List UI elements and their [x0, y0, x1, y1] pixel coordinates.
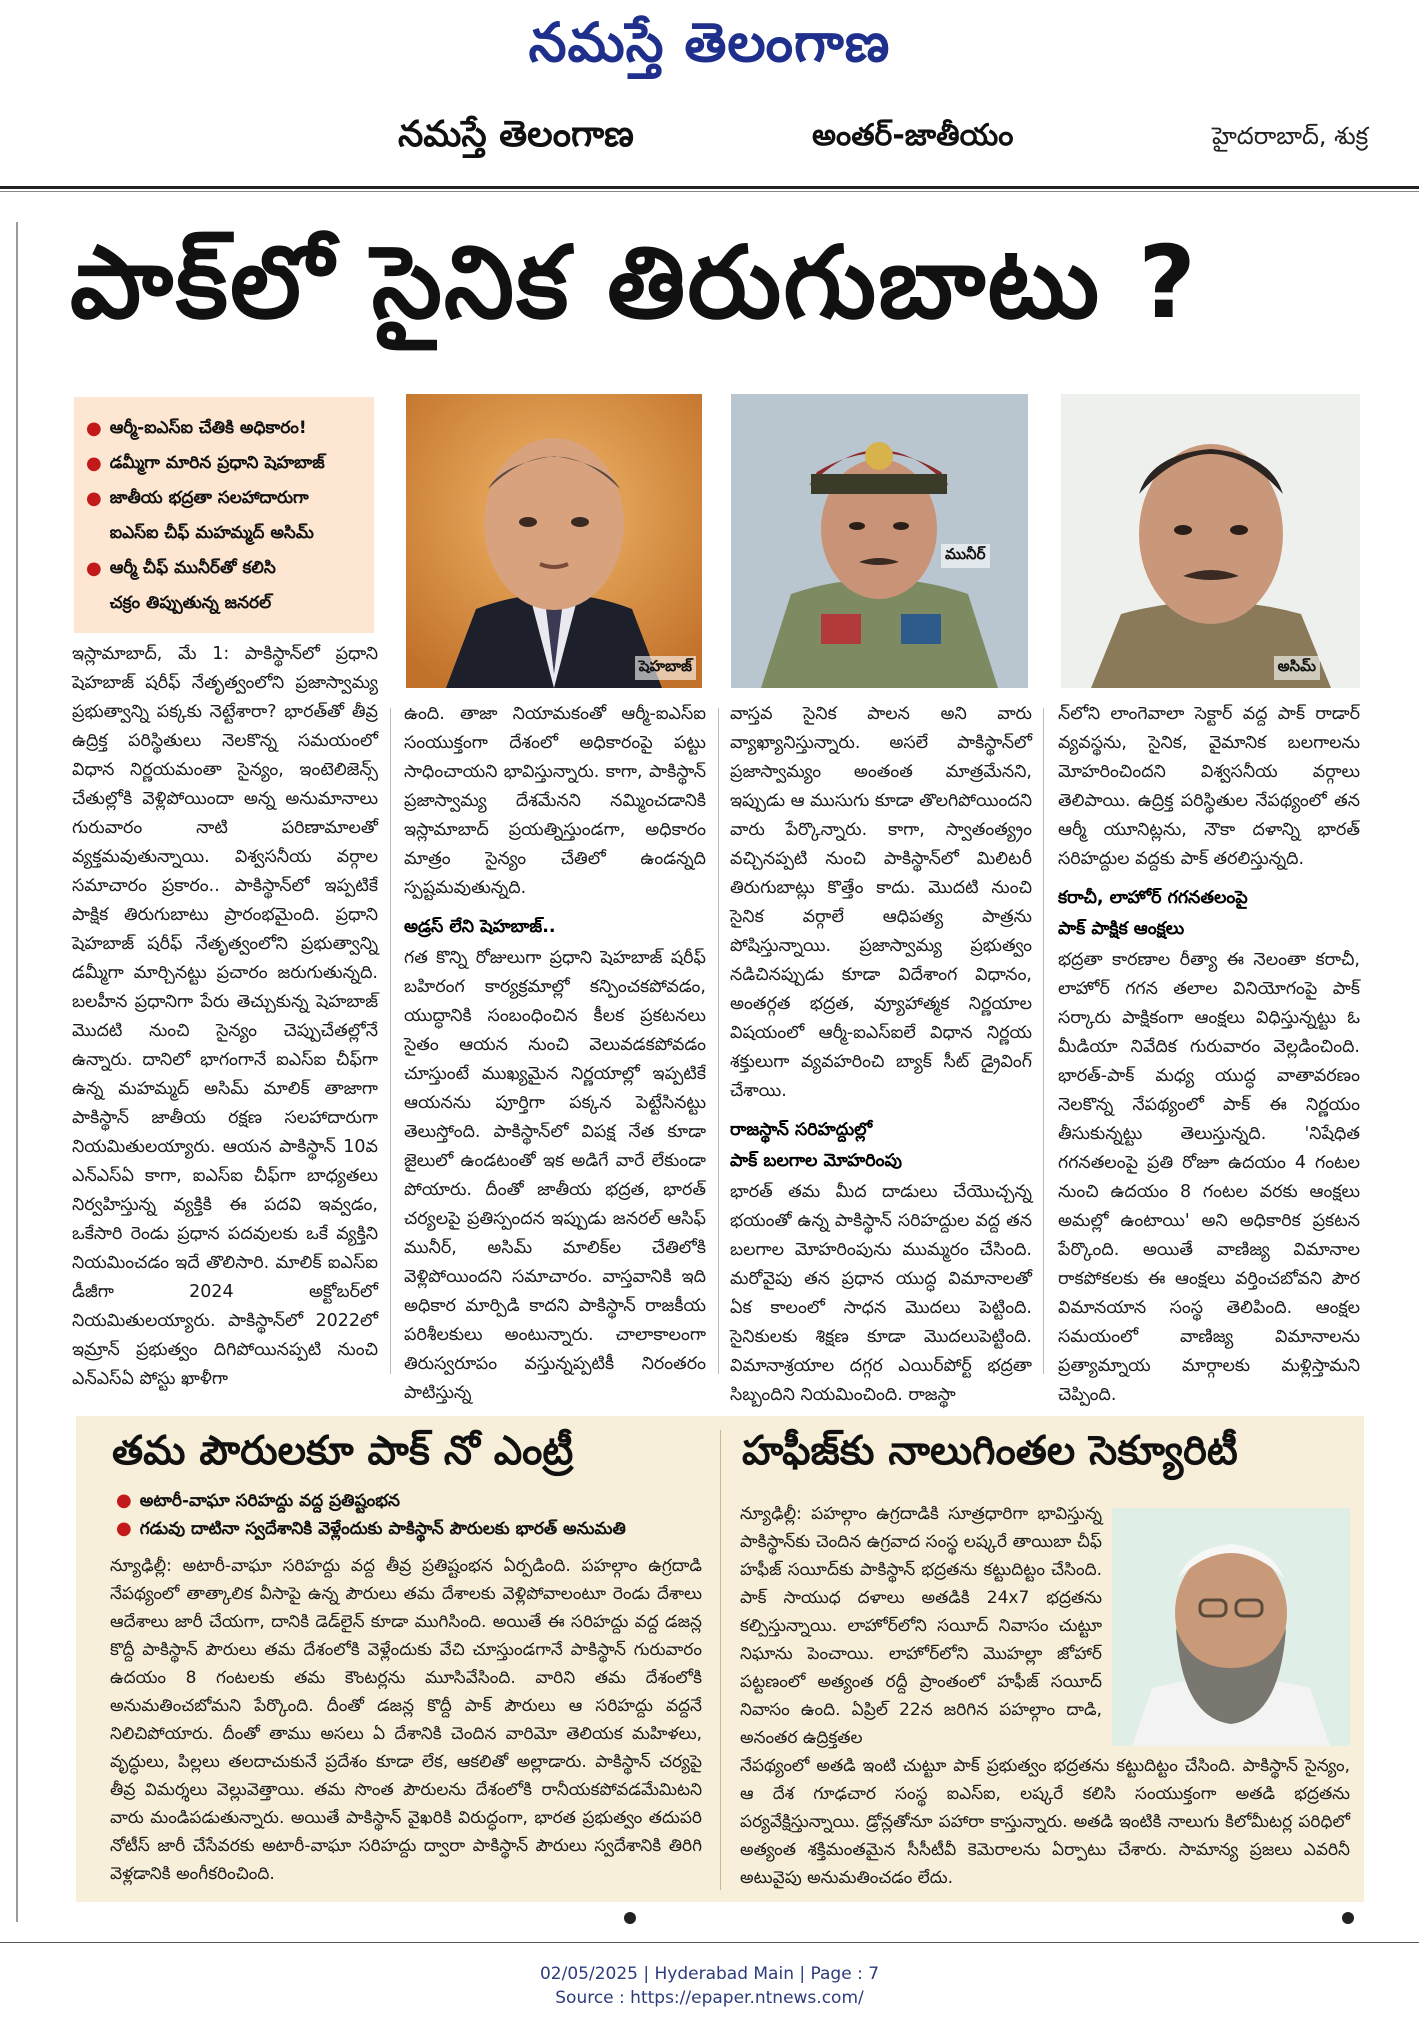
subheading: అడ్రస్ లేని షెహబాజ్.. — [404, 917, 556, 937]
article-column-4 — [1058, 700, 1360, 1420]
main-headline: పాక్‌లో సైనిక తిరుగుబాటు ? — [70, 224, 1198, 341]
bullet-icon: ● — [116, 1490, 132, 1511]
column-divider — [390, 708, 391, 1374]
article-paragraph: వాస్తవ సైనిక పాలన అని వారు వ్యాఖ్యానిస్తున్నారు. అసలే పాకిస్థాన్‌లో ప్రజాస్వామ్యం అంతంత మాత్రమేనని, ఇప్పుడు ఆ ముసుగు కూడా తొలగిపోయిందని వారు పేర్కొన్నారు. కాగా, స్వాతంత్య్రం వచ్చినప్పటి నుంచి పాకిస్థాన్‌లో మిలిటరీ తిరుగుబాట్లు కొత్తేం కాదు. మొదటి నుంచి సైనిక వర్గాలే ఆధిపత్య పాత్రను పోషిస్తున్నాయి. ప్రజాస్వామ్య ప్రభుత్వం నడిచినప్పుడు కూడా విదేశాంగ విధానం, అంతర్గత భద్రత, వ్యూహాత్మక నిర్ణయాల విషయంలో ఆర్మీ-ఐఎస్ఐలే విధాన నిర్ణయ శక్తులుగా వ్యవహరించి బ్యాక్ సీట్ డ్రైవింగ్ చేశాయి. — [730, 704, 1033, 1101]
portrait-asim-image — [1061, 394, 1360, 688]
decor-dot — [1342, 1912, 1354, 1924]
bullet-icon: ● — [86, 453, 102, 474]
subheading: కరాచీ, లాహోర్ గగనతలంపై — [1058, 888, 1248, 908]
photo-caption: మునీర్ — [941, 544, 990, 568]
article-paragraph: గత కొన్ని రోజులుగా ప్రధాని షెహబాజ్ షరీఫ్ బహిరంగ కార్యక్రమాల్లో కన్పించకపోవడం, యుద్ధానికి సంబంధించిన కీలక ప్రకటనలు సైతం ఆయన నుంచి వెలువడకపోవడం చూస్తుంటే ముఖ్యమైన నిర్ణయాల్లో ఇప్పటికే ఆయనను పూర్తిగా పక్కన పెట్టేసినట్టు తెలుస్తోంది. పాకిస్థాన్‌లో విపక్ష నేత కూడా జైలులో ఉండటంతో ఇక అడిగే వారే లేకుండా పోయారు. దీంతో జాతీయ భద్రత, భారత్ చర్యలపై ప్రతిస్పందన ఇప్పుడు జనరల్ ఆసిఫ్ మునీర్, అసిమ్ మాలిక్‌ల చేతిలోకి వెళ్లిపోయిందని సమాచారం. వాస్తవానికి ఇది అధికార మార్పిడి కాదని పాకిస్థాన్ రాజకీయ పరిశీలకులు అంటున్నారు. చాలాకాలంగా తిరుస్వరూపం వస్తున్నప్పటికీ నిరంతరం పాటిస్తున్న — [404, 948, 706, 1403]
story-2-bullet: ● గడువు దాటినా స్వదేశానికి వెళ్లేందుకు పాకిస్థాన్ పౌరులకు భారత్ అనుమతి — [116, 1518, 626, 1539]
photo-caption: షెహబాజ్ — [635, 656, 696, 680]
footer-source-link[interactable]: Source : https://epaper.ntnews.com/ — [555, 1988, 864, 2008]
article-paragraph: న్‌లోని లాంగెవాలా సెక్టార్ వద్ద పాక్ రాడార్ వ్యవస్థను, సైనిక, వైమానిక బలగాలను మోహరించిందని విశ్వసనీయ వర్గాలు తెలిపాయి. ఉద్రిక్త పరిస్థితుల నేపథ్యంలో తన ఆర్మీ యూనిట్లను, నౌకా దళాన్ని భారత్ సరిహద్దుల వద్దకు పాక్ తరలిస్తున్నది. — [1058, 704, 1360, 869]
footer-rule — [0, 1942, 1419, 1943]
subheading: పాక్ పాక్షిక ఆంక్షలు — [1058, 919, 1185, 939]
footer-edition-line: 02/05/2025 | Hyderabad Main | Page : 7 — [539, 1964, 880, 1984]
photo-caption: అసిమ్ — [1274, 656, 1320, 680]
column-divider — [1043, 708, 1044, 1374]
article-column-1 — [72, 640, 378, 1404]
brand-name: నమస్తే తెలంగాణ — [398, 114, 634, 155]
section-name: అంతర్-జాతీయం — [812, 118, 1014, 153]
decor-dot — [624, 1912, 636, 1924]
article-paragraph: భారత్ తమ మీద దాడులు చేయొచ్చన్న భయంతో ఉన్న పాకిస్థాన్ సరిహద్దుల వద్ద తన బలగాల మోహరింపును ముమ్మరం చేసింది. మరోవైపు తన ప్రధాన యుద్ధ విమానాలతో ఏక కాలంలో సాధన మొదలు పెట్టింది. సైనికులకు శిక్షణ కూడా మొదలుపెట్టింది. విమానాశ్రయాల దగ్గర ఎయిర్‌పోర్ట్ భద్రతా సిబ్బందిని నియమించింది. రాజస్థా — [730, 1182, 1032, 1405]
dateline: హైదరాబాద్, శుక్ర — [1212, 122, 1369, 150]
bullet-icon: ● — [86, 558, 102, 579]
article-paragraph: ఉంది. తాజా నియామకంతో ఆర్మీ-ఐఎస్ఐ సంయుక్తంగా దేశంలో అధికారంపై పట్టు సాధించాయని భావిస్తున్నారు. కాగా, పాకిస్థాన్ ప్రజాస్వామ్య దేశమేనని నమ్మించడానికి ఇస్లామాబాద్ ప్రయత్నిస్తుండగా, అధికారం మాత్రం సైన్యం చేతిలో ఉండన్నది స్పష్టమవుతున్నది. — [404, 704, 706, 898]
article-paragraph: భద్రతా కారణాల రీత్యా ఈ నెలంతా కరాచీ, లాహోర్ గగన తలాల వినియోగంపై పాక్ సర్కారు పాక్షికంగా ఆంక్షలు విధిస్తున్నట్టు ఓ మీడియా నివేదిక గురువారం వెల్లడించింది. భారత్-పాక్ మధ్య యుద్ధ వాతావరణం నెలకొన్న నేపథ్యంలో పాక్ ఈ నిర్ణయం తీసుకున్నట్టు తెలుస్తున్నది. 'నిషేధిత గగనతలంపై ప్రతి రోజూ ఉదయం 4 గంటల నుంచి ఉదయం 8 గంటల వరకు ఆంక్షలు అమల్లో ఉంటాయి' అని అధికారిక ప్రకటన పేర్కొంది. అయితే వాణిజ్య విమానాల రాకపోకలకు ఈ ఆంక్షలు వర్తించబోవని పౌర విమానయాన సంస్థ తెలిపింది. ఆంక్షల సమయంలో వాణిజ్య విమానాలను ప్రత్యామ్నాయ మార్గాలకు మళ్లిస్తామని చెప్పింది. — [1058, 950, 1360, 1405]
story-3-body-bottom: నేపథ్యంలో అతడి ఇంటి చుట్టూ పాక్ ప్రభుత్వం భద్రతను కట్టుదిట్టం చేసింది. పాకిస్థాన్ సైన్యం, ఆ దేశ గూఢచార సంస్థ ఐఎస్ఐ, లష్కరే కలిసి సంయుక్తంగా అతడి భద్రతను పర్యవేక్షిస్తున్నాయి. డ్రోన్లతోనూ పహారా కాస్తున్నారు. అతడి ఇంటికి నాలుగు కిలోమీటర్ల పరిధిలో అత్యంత శక్తిమంతమైన సీసీటీవీ కెమెరాలను ఏర్పాటు చేశారు. సామాన్య ప్రజలు ఎవరినీ అటువైపు అనుమతించడం లేదు. — [740, 1756, 1350, 1888]
highlight-item: ● జాతీయ భద్రతా సలహాదారుగా — [86, 481, 366, 516]
footer — [0, 1962, 1419, 2010]
header-rule-thin — [0, 191, 1419, 192]
highlight-item: ● డమ్మీగా మారిన ప్రధాని షెహబాజ్ — [86, 446, 366, 481]
subheading: పాక్ బలగాల మోహరింపు — [730, 1151, 902, 1171]
left-page-edge — [16, 222, 18, 1922]
story-3-body-top: న్యూఢిల్లీ: పహల్గాం ఉగ్రదాడికి సూత్రధారిగా భావిస్తున్న పాకిస్థాన్‌కు చెందిన ఉగ్రవాద సంస్థ లష్కరే తాయిబా చీఫ్ హఫీజ్ సయీద్‌కు పాకిస్థాన్ భద్రతను కట్టుదిట్టం చేసింది. పాక్ సాయుధ దళాలు అతడికి 24x7 భద్రతను కల్పిస్తున్నాయి. లాహోర్‌లోని సయీద్ నివాసం చుట్టూ నిఘాను పెంచాయి. లాహోర్‌లోని మొహల్లా జోహార్ పట్టణంలో అత్యంత రద్దీ ప్రాంతంలో హఫీజ్ సయీద్ నివాసం ఉంది. ఏప్రిల్ 22న జరిగిన పహల్గాం దాడి, అనంతర ఉద్రిక్తతల — [740, 1504, 1102, 1748]
page-header-strip — [0, 100, 1419, 180]
column-divider — [718, 708, 719, 1374]
portrait-hafiz-image — [1112, 1508, 1350, 1746]
portrait-shehbaz-image — [406, 394, 702, 688]
highlight-item: ఐఎస్ఐ చీఫ్ మహమ్మద్ అసిమ్ — [109, 523, 314, 543]
bullet-icon: ● — [86, 418, 102, 439]
highlight-item: చక్రం తిప్పుతున్న జనరల్ — [109, 593, 272, 613]
photo-munir — [731, 394, 1028, 688]
story-2-title: తమ పౌరులకూ పాక్ నో ఎంట్రీ — [112, 1428, 574, 1474]
box-divider — [720, 1430, 721, 1890]
article-column-3 — [730, 700, 1032, 1420]
subheading: రాజస్థాన్ సరిహద్దుల్లో — [730, 1120, 873, 1140]
story-2-bullet: ● అటారీ-వాఘా సరిహద్దు వద్ద ప్రతిష్టంభన — [116, 1490, 400, 1511]
bullet-icon: ● — [116, 1518, 132, 1539]
highlights-box — [74, 397, 374, 633]
bullet-icon: ● — [86, 488, 102, 509]
story-2-body: న్యూఢిల్లీ: అటారీ-వాఘా సరిహద్దు వద్ద తీవ్ర ప్రతిష్టంభన ఏర్పడింది. పహల్గాం ఉగ్రదాడి నేపథ్యంలో తాత్కాలిక వీసాపై ఉన్న పౌరులు తమ దేశాలకు వెళ్లిపోవాలంటూ రెండు దేశాలు ఆదేశాలు జారీ చేయగా, దానికి డెడ్‌లైన్ కూడా ముగిసింది. అయితే ఈ సరిహద్దు వద్ద డజన్ల కొద్దీ పాకిస్థాన్ పౌరులు తమ దేశంలోకి వెళ్లేందుకు వేచి చూస్తుండగానే పాకిస్థాన్ గురువారం ఉదయం 8 గంటలకు తమ కౌంటర్లను మూసివేసింది. వారిని తమ దేశంలోకి అనుమతించబోమని పేర్కొంది. దీంతో డజన్ల కొద్దీ పాక్ పౌరులు ఆ సరిహద్దు వద్దనే నిలిచిపోయారు. దీంతో తాము అసలు ఏ దేశానికి చెందిన వారిమో తెలియక మహిళలు, వృద్ధులు, పిల్లలు తలదాచుకునే ప్రదేశం కూడా లేక, ఆకలితో అల్లాడారు. పాకిస్థాన్ చర్యపై తీవ్ర విమర్శలు వెల్లువెత్తాయి. తమ సొంత పౌరులను దేశంలోకి రానీయకపోవడమేమిటని వారు మండిపడుతున్నారు. అయితే పాకిస్థాన్ వైఖరికి విరుద్ధంగా, భారత ప్రభుత్వం తదుపరి నోటీస్ జారీ చేసేవరకు అటారీ-వాఘా సరిహద్దు ద్వారా పాకిస్థాన్ పౌరులు స్వదేశానికి తిరిగి వెళ్లడానికి అంగీకరించింది. — [110, 1556, 702, 1884]
portrait-munir-image — [731, 394, 1028, 688]
article-paragraph: ఇస్లామాబాద్, మే 1: పాకిస్థాన్‌లో ప్రధాని షెహబాజ్ షరీఫ్ నేతృత్వంలోని ప్రజాస్వామ్య ప్రభుత్వాన్ని పక్కకు నెట్టేశారా? భారత్‌తో తీవ్ర ఉద్రిక్త పరిస్థితులు నెలకొన్న సమయంలో విధాన నిర్ణయమంతా సైన్యం, ఇంటెలిజెన్స్ చేతుల్లోకి వెళ్లిపోయిందా అన్న అనుమానాలు గురువారం నాటి పరిణామాలతో వ్యక్తమవుతున్నాయి. విశ్వసనీయ వర్గాల సమాచారం ప్రకారం.. పాకిస్థాన్‌లో ఇప్పటికే పాక్షిక తిరుగుబాటు ప్రారంభమైంది. ప్రధాని షెహబాజ్ షరీఫ్ నేతృత్వంలోని ప్రభుత్వాన్ని డమ్మీగా మార్చినట్టు ప్రచారం జరుగుతున్నది. బలహీన ప్రధానిగా పేరు తెచ్చుకున్న షెహబాజ్ మొదటి నుంచి సైన్యం చెప్పుచేతల్లోనే ఉన్నారు. దానిలో భాగంగానే ఐఎస్ఐ చీఫ్‌గా ఉన్న మహమ్మద్ అసిమ్ మాలిక్ తాజాగా పాకిస్థాన్ జాతీయ రక్షణ సలహాదారుగా నియమితులయ్యారు. ఆయన పాకిస్థాన్ 10వ ఎన్ఎస్ఏ కాగా, ఐఎస్ఐ చీఫ్‌గా బాధ్యతలు నిర్వహిస్తున్న వ్యక్తికి ఈ పదవి ఇవ్వడం, ఒకేసారి రెండు ప్రధాన పదవులకు ఒకే వ్యక్తిని నియమించడం ఇదే తొలిసారి. మాలిక్ ఐఎస్ఐ డీజీగా 2024 అక్టోబర్‌లో నియమితులయ్యారు. పాకిస్థాన్‌లో 2022లో ఇమ్రాన్ ప్రభుత్వం దిగిపోయినప్పటి నుంచి ఎన్ఎస్ఏ పోస్టు ఖాళీగా — [72, 644, 378, 1389]
photo-shehbaz — [406, 394, 702, 688]
photo-asim — [1061, 394, 1360, 688]
story-3-title: హఫీజ్‌కు నాలుగింతల సెక్యూరిటీ — [742, 1428, 1238, 1474]
masthead — [0, 0, 1419, 96]
highlight-item: ● ఆర్మీ-ఐఎస్ఐ చేతికి అధికారం! — [86, 411, 366, 446]
highlight-item: ● ఆర్మీ చీఫ్ మునీర్‌తో కలిసి — [86, 551, 366, 586]
header-rule — [0, 186, 1419, 189]
article-column-2 — [404, 700, 706, 1418]
photo-hafiz — [1112, 1508, 1350, 1746]
newspaper-logo: నమస్తే తెలంగాణ — [528, 10, 891, 74]
